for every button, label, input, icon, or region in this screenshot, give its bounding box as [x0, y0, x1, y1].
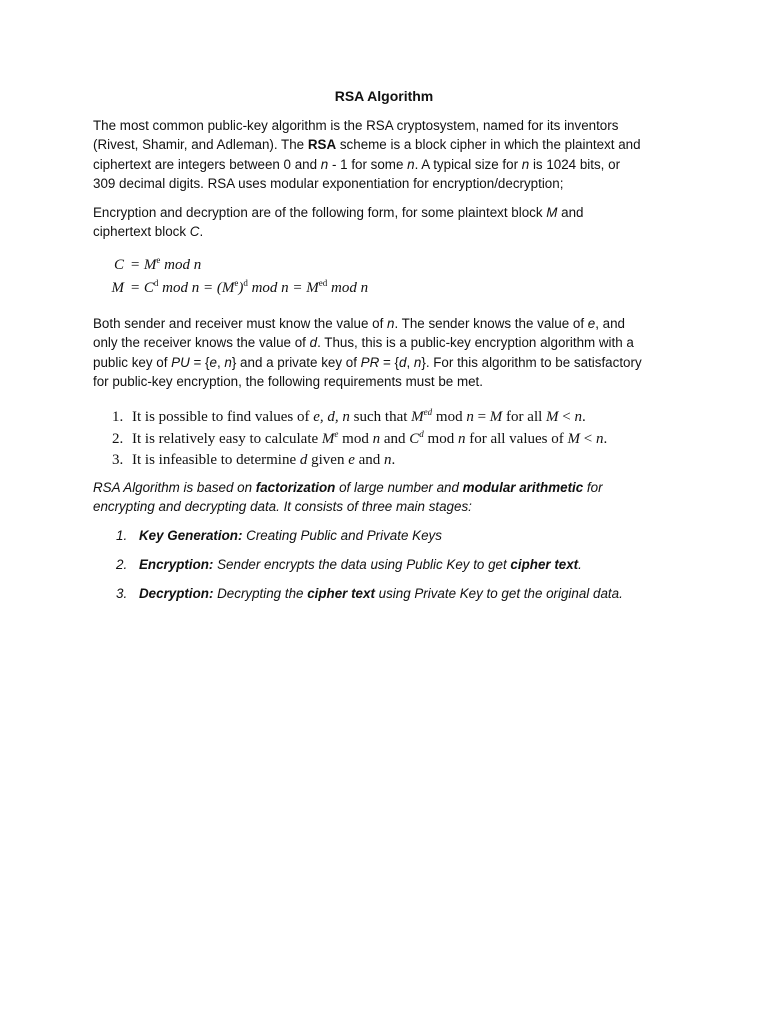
- knowledge-paragraph: [93, 314, 683, 392]
- eq-sup: e: [234, 278, 239, 288]
- requirement-3: [112, 450, 607, 472]
- stage-item-key-generation: [116, 528, 442, 543]
- var: n: [457, 430, 466, 447]
- text: scheme is a block cipher in which the plaintext and: [336, 137, 641, 153]
- var-n: n: [521, 156, 530, 172]
- var: M: [546, 409, 559, 425]
- list-number: 2.: [112, 430, 124, 447]
- text: ciphertext are integers between 0 and: [93, 156, 321, 172]
- intro-line-3: [93, 155, 683, 174]
- stage-item-encryption: [116, 557, 582, 572]
- var: n: [384, 452, 392, 468]
- var: M: [321, 430, 335, 447]
- text: <: [558, 409, 575, 425]
- eq-sup: ed: [318, 278, 328, 288]
- rsa-bold: RSA: [307, 137, 337, 153]
- requirement-2: [112, 429, 607, 451]
- text: = {: [379, 354, 399, 370]
- eq-lhs: M: [111, 280, 124, 296]
- text: RSA Algorithm is based on: [93, 480, 256, 495]
- text: mod: [338, 430, 373, 447]
- text: - 1 for some: [328, 156, 408, 172]
- text: = {: [189, 354, 210, 370]
- var-m: M: [546, 205, 558, 220]
- sup: ed: [423, 407, 433, 417]
- var: e, d, n: [313, 409, 350, 425]
- form-line-2: [93, 222, 683, 241]
- list-number: 1.: [116, 528, 128, 543]
- stage-label: Encryption:: [139, 557, 214, 572]
- var: n: [574, 409, 582, 425]
- text: } and a private key of: [231, 354, 361, 370]
- var: M: [489, 409, 503, 425]
- equation-encryption: [102, 254, 368, 277]
- text: .: [582, 409, 586, 425]
- var: n: [224, 354, 232, 370]
- knowledge-line-2: [93, 333, 683, 352]
- text: mod: [432, 409, 467, 425]
- eq-lhs: C: [113, 257, 124, 273]
- text: It is possible to find values of: [132, 409, 314, 425]
- var-n: n: [320, 156, 329, 172]
- var-c: C: [189, 224, 200, 240]
- text: .: [603, 430, 608, 447]
- var: M: [411, 409, 424, 425]
- stage-label: Key Generation:: [139, 528, 243, 543]
- stages-intro-paragraph: [93, 478, 653, 517]
- sup: e: [334, 428, 339, 439]
- stages-intro-line-2: encrypting and decrypting data. It consists of three main stages:: [93, 499, 472, 515]
- text: only the receiver knows the value of: [93, 335, 310, 351]
- var: e: [587, 316, 596, 331]
- var: n: [413, 354, 422, 370]
- var: e: [348, 452, 355, 468]
- eq-sup: d: [153, 278, 159, 288]
- knowledge-line-4: for public-key encryption, the following requirements must be met.: [93, 374, 483, 390]
- equation-decryption: [102, 277, 368, 300]
- form-line-1: [93, 203, 683, 222]
- text: ,: [406, 354, 414, 370]
- stage-text: using Private Key to get the original data.: [374, 586, 623, 601]
- stage-text: .: [578, 557, 582, 572]
- eq-part: mod n: [160, 257, 202, 273]
- intro-line-4: 309 decimal digits. RSA uses modular exponentiation for encryption/decryption;: [93, 176, 564, 192]
- requirement-1: [112, 407, 607, 429]
- text: ciphertext block: [93, 224, 190, 240]
- text: (Rivest, Shamir, and Adleman). The: [93, 137, 308, 153]
- text: }. For this algorithm to be satisfactory: [421, 354, 642, 370]
- text: It is relatively easy to calculate: [132, 430, 322, 447]
- text: public key of: [93, 354, 172, 370]
- text: and: [380, 430, 410, 447]
- form-paragraph: [93, 203, 683, 242]
- stage-text: Creating Public and Private Keys: [242, 528, 442, 543]
- eq-part: mod n = (M: [158, 280, 235, 296]
- text: and: [354, 452, 385, 468]
- var: d: [309, 335, 318, 351]
- eq-part: mod n = M: [247, 280, 319, 296]
- eq-part: ): [238, 280, 244, 296]
- text: . The sender knows the value of: [394, 316, 588, 331]
- text: =: [473, 409, 490, 425]
- list-number: 3.: [116, 586, 128, 601]
- var: n: [466, 409, 474, 425]
- stage-text: Sender encrypts the data using Public Key to get: [213, 557, 511, 572]
- list-number: 3.: [112, 452, 124, 468]
- bold-term: cipher text: [307, 586, 375, 601]
- text: Both sender and receiver must know the value of: [93, 316, 388, 331]
- text: <: [580, 430, 596, 447]
- text: such that: [349, 409, 412, 425]
- var: PU: [171, 354, 190, 370]
- text: and: [557, 205, 584, 220]
- bold-term: factorization: [255, 480, 336, 495]
- text: .: [391, 452, 396, 468]
- text: given: [307, 452, 349, 468]
- eq-part: mod n: [327, 280, 369, 296]
- text: .: [199, 224, 204, 240]
- var: d: [299, 452, 308, 468]
- stage-item-decryption: [116, 586, 623, 601]
- list-number: 1.: [112, 409, 124, 425]
- eq-part: = C: [130, 280, 154, 296]
- requirements-list: [112, 407, 607, 472]
- var: n: [387, 316, 395, 331]
- eq-sup: d: [243, 278, 248, 288]
- eq-sup: e: [156, 255, 161, 265]
- intro-line-2: [93, 135, 683, 154]
- list-number: 2.: [116, 557, 128, 572]
- text: is 1024 bits, or: [529, 156, 621, 172]
- var: C: [409, 430, 420, 447]
- intro-line-1: The most common public-key algorithm is the RSA cryptosystem, named for its inventors: [93, 118, 619, 133]
- var: d: [398, 354, 407, 370]
- sup: d: [419, 428, 424, 439]
- text: , and: [595, 316, 626, 331]
- equations-block: [102, 254, 368, 300]
- var-n: n: [407, 156, 415, 172]
- text: for all values of: [465, 430, 568, 447]
- text: for all: [502, 409, 547, 425]
- text: for: [583, 480, 603, 495]
- text: mod: [423, 430, 458, 447]
- bold-term: cipher text: [510, 557, 579, 572]
- text: . A typical size for: [414, 156, 522, 172]
- var: PR: [360, 354, 380, 370]
- text: of large number and: [335, 480, 463, 495]
- text: Encryption and decryption are of the following form, for some plaintext block: [93, 205, 547, 220]
- knowledge-line-3: [93, 353, 683, 372]
- var: e: [209, 354, 217, 370]
- intro-paragraph: [93, 116, 683, 194]
- var: n: [595, 430, 604, 447]
- text: It is infeasible to determine: [132, 452, 300, 468]
- stage-text: Decrypting the: [213, 586, 308, 601]
- text: ,: [216, 354, 225, 370]
- page-title: RSA Algorithm: [334, 88, 434, 104]
- var: M: [567, 430, 581, 447]
- stages-intro-line-1: [93, 478, 653, 497]
- eq-part: = M: [130, 257, 157, 273]
- text: . Thus, this is a public-key encryption algorithm with a: [317, 335, 634, 351]
- stage-label: Decryption:: [139, 586, 214, 601]
- bold-term: modular arithmetic: [462, 480, 584, 495]
- var: n: [372, 430, 381, 447]
- knowledge-line-1: [93, 314, 683, 333]
